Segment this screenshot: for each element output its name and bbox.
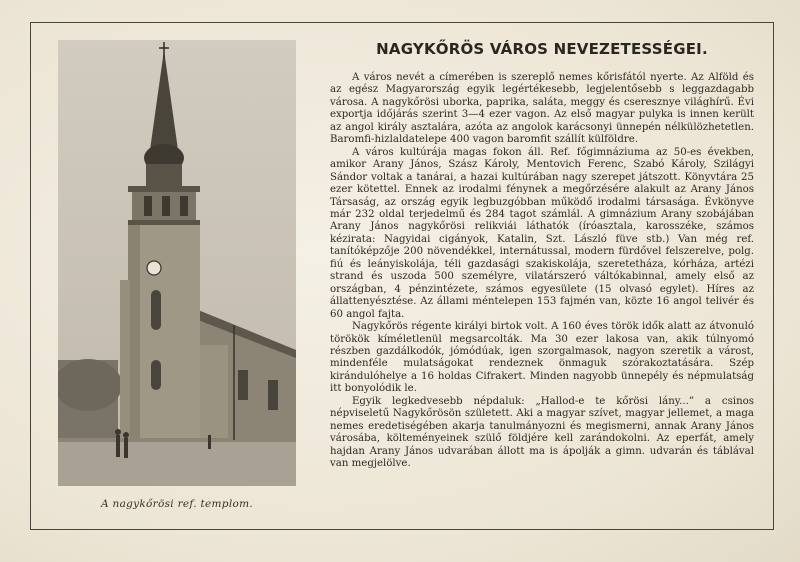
page-title: NAGYKŐRÖS VÁROS NEVEZETESSÉGEI.: [376, 40, 708, 58]
church-photo: [58, 40, 296, 486]
paragraph: Nagykőrös régente királyi birtok volt. A 160 éves török idők alatt az átvonuló törökök kíméletlenül megsarcolták. Ma 30 ezer lakosa van, akik túlnyomó részben gazdálkodók, jómódúak, igen szorgalmasok, nagyon szeretik a várost, mindenféle mulatságokat rendeznek önmaguk szórakoztatására. Szép kirándulóhelye a 16 holdas Cifrakert. Minden nagyobb ünnepély és népmulatság itt bonyolódik le.: [330, 321, 754, 395]
paragraph: A város nevét a címerében is szereplő nemes kőrisfától nyerte. Az Alföld és az egész Magyarország egyik legértékesebb, legjelentősebb s leggazdagabb városa. A nagykőrösi uborka, paprika, saláta, meggy és cseresznye világhírű. Évi exportja időjárás szerint 3—4 ezer vagon. Az első magyar pulyka is innen került az angol király asztalára, azóta az angolok karácsonyi ünnepén nélkülözhetetlen. Baromfi-hizlaldatelepe 400 vagon baromfit szállít külföldre.: [330, 72, 754, 146]
paragraph: A város kultúrája magas fokon áll. Ref. főgimnáziuma az 50-es években, amikor Arany János, Szász Károly, Mentovich Ferenc, Szabó Károly, Szilágyi Sándor voltak a tanárai, a hazai kultúrában nagy szerepet játszott. Könyvtára 25 ezer kötettel. Ennek az irodalmi fénynek a megőrzésére alakult az Arany János Társaság, az ország egyik legbuzgóbban működő irodalmi társasága. Évkönyve már 232 oldal terjedelmű és 284 tagot számlál. A gimnázium Arany szobájában Arany János nagykőrösi relikviái láthatók (íróasztala, karosszéke, számos kézirata: Nagyidai cigányok, Katalin, Szt. László füve stb.) Van még ref. tanítóképzője 200 növendékkel, internátussal, modern fürdővel felszerelve, polg. fiú és leányiskolája, téli gazdasági szakiskolája, szeretetháza, kórháza, artézi strand és uszoda 500 személyre, vilatárszeró váltókabinnal, amely első az országban, 4 pénzintézete, számos egyesülete (15 olvasó egylet). Híres az állattenyésztése. Az állami méntelepen 153 fajmén van, közte 16 angol telivér és 60 angol fajta.: [330, 146, 754, 320]
body-text: [330, 72, 754, 471]
paragraph: Egyik legkedvesebb népdaluk: „Hallod-e te kőrösi lány...” a csinos népviseletű Nagykőrösön született. Aki a magyar szívet, magyar jellemet, a maga nemes eredetiségében akarja tanulmányozni és megismerni, annak Arany János városába, költeményeinek szülő földjére kell zarándokolni. Az eperfát, amely hajdan Arany János udvarában állott ma is ápolják a gimn. udvarán és táblával van megjelölve.: [330, 395, 754, 470]
church-illustration: [58, 40, 296, 486]
photo-caption: A nagykőrösi ref. templom.: [100, 498, 253, 510]
